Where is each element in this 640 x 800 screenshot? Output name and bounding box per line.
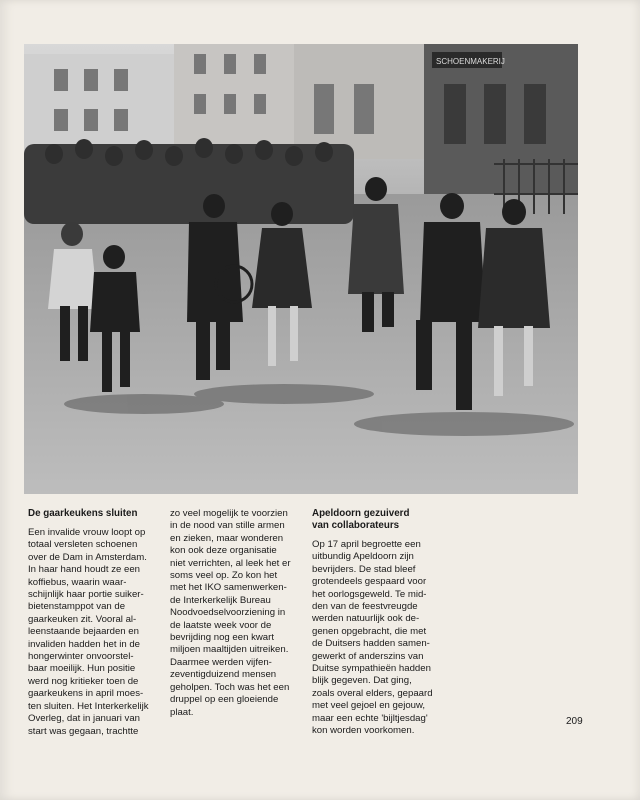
article-text-gaarkeukens-part1: Een invalide vrouw loopt op totaal versleten schoenen over de Dam in Amsterdam. In haar hand houdt ze een koffiebus, waarin waar- schijnlijk haar portie suiker- bietenstamppot van de gaarkeuken zit. Vooral al- leenstaande bejaarden en invaliden hadden het in de hongerwinter onvoorstel- baar moeilijk. Hun positie werd nog kritieker toen de gaarkeukens in april moes- ten sluiten. Het Interkerkelijk Overleg, dat in januari van start was gegaan, trachtte [28, 527, 149, 737]
article-heading-gaarkeukens: De gaarkeukens sluiten [28, 508, 138, 519]
article-gaarkeukens-col2 [170, 508, 318, 719]
page-number: 209 [566, 716, 583, 727]
article-gaarkeukens-col1 [28, 508, 178, 738]
street-crowd-photo [24, 44, 578, 494]
shop-sign-text: SCHOENMAKERIJ [436, 57, 505, 66]
article-apeldoorn [312, 508, 462, 738]
photo-illustration [24, 44, 578, 494]
article-text-gaarkeukens-part2: zo veel mogelijk te voorzien in de nood van stille armen en zieken, maar wonderen kon ook deze organisatie niet verrichten, al leek het er soms veel op. Zo kon het met het IKO samenwerken- de Interkerkelijk Bureau Noodvoedselvoorziening in de laatste week voor de bevrijding nog een kwart miljoen maaltijden uitreiken. Daarmee werden vijfen- zeventigduizend mensen geholpen. Toch was het een druppel op een gloeiende plaat. [170, 508, 291, 718]
article-text-apeldoorn: Op 17 april begroette een uitbundig Apeldoorn zijn bevrijders. De stad bleef grotendeels gespaard voor het oorlogsgeweld. Te mid- den van de feestvreugde werden natuurlijk ook de- genen opgebracht, die met de Duitsers hadden samen- gewerkt of anderszins van Duitse sympathieën hadden blijk gegeven. Dat ging, zoals overal elders, gepaard met veel gejoel en gejouw, maar een echte 'bijltjesdag' kon worden voorkomen. [312, 539, 433, 737]
article-heading-apeldoorn: Apeldoorn gezuiverd van collaborateurs [312, 508, 410, 531]
